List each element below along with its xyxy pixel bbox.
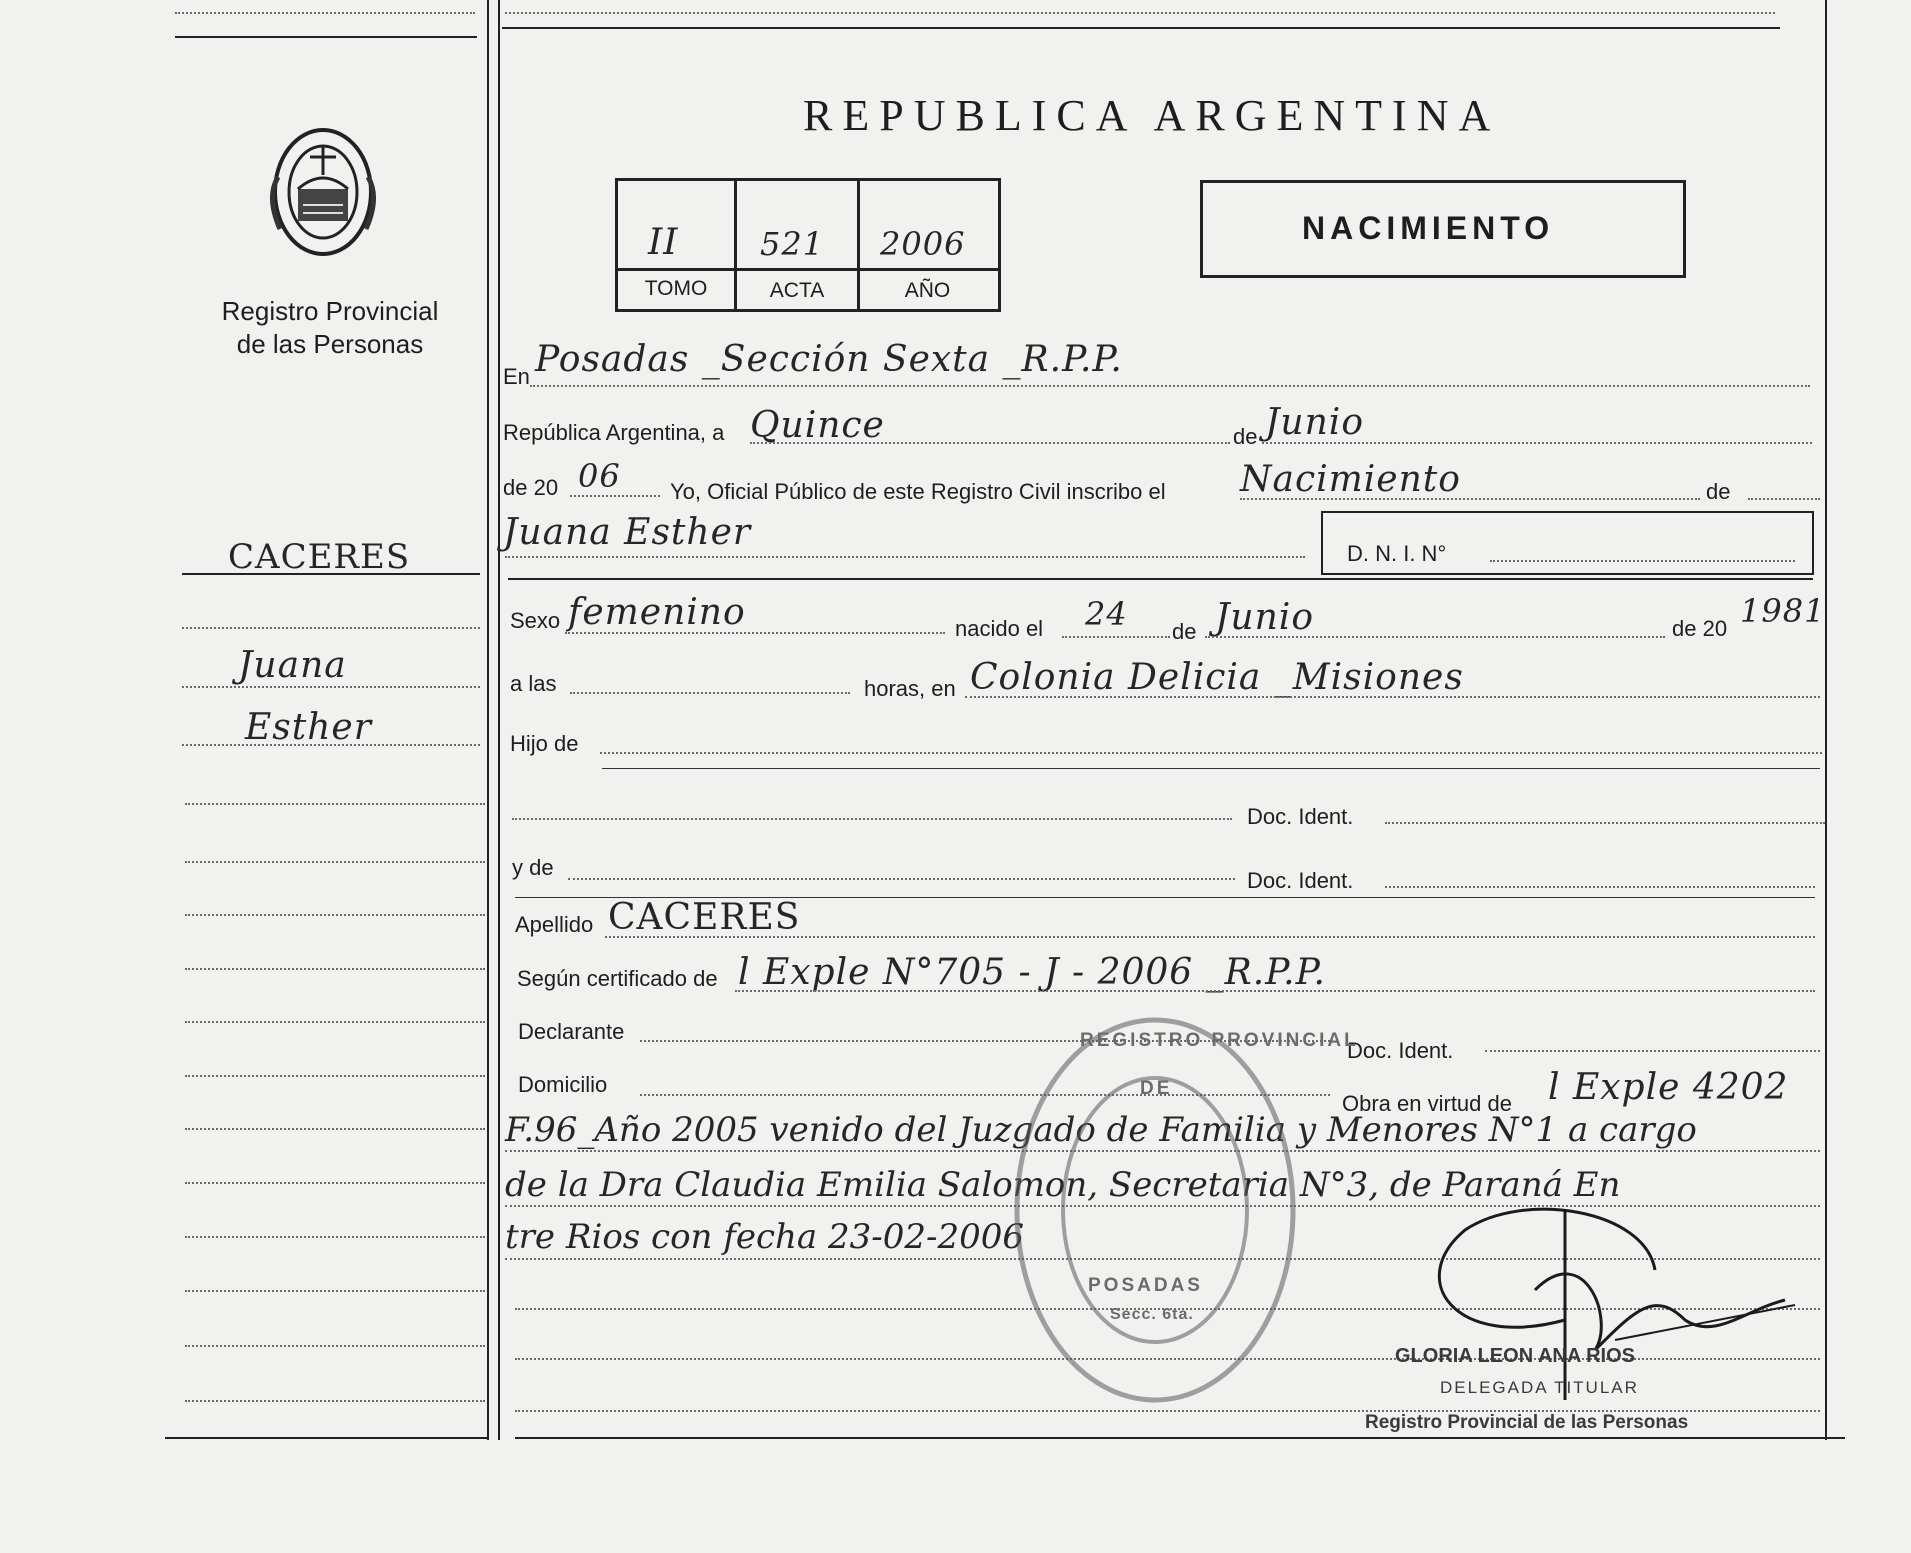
top-rule-right [502, 27, 1780, 29]
margin-line [185, 1236, 485, 1238]
margin-line [185, 914, 485, 916]
alas-label: a las [510, 671, 557, 696]
year-value: 06 [578, 457, 621, 495]
birth-month-value: Junio [1215, 597, 1314, 638]
signature [1415, 1200, 1805, 1400]
margin-line [182, 686, 480, 688]
tomo-value: II [648, 222, 679, 263]
month-value: Junio [1265, 402, 1364, 443]
signature-org: Registro Provincial de las Personas [1365, 1412, 1689, 1433]
margin-line [182, 744, 480, 746]
dni-line [1490, 560, 1795, 562]
anio-value: 2006 [880, 225, 966, 263]
margin-line [185, 1128, 485, 1130]
stamp-bottom-text: POSADAS [1088, 1275, 1203, 1296]
doc-label-3: Doc. Ident. [1347, 1038, 1454, 1063]
obra-label: Obra en virtud de [1342, 1091, 1512, 1116]
hours-line [570, 692, 850, 694]
place-value: Colonia Delicia _Misiones [970, 657, 1464, 698]
margin-divider [487, 0, 489, 1440]
note-line-3: tre Rios con fecha 23-02-2006 [505, 1217, 1025, 1257]
doc-label-1: Doc. Ident. [1247, 804, 1354, 829]
de20-label-2: de 20 [1672, 616, 1728, 641]
margin-line [185, 803, 485, 805]
month-line [1262, 442, 1812, 444]
segun-value: l Exple N°705 - J - 2006 _R.P.P. [738, 952, 1326, 993]
margin-surname: CACERES [228, 537, 411, 577]
hijo-rule [602, 768, 1820, 769]
act-type-label: NACIMIENTO [1302, 210, 1555, 246]
top-dotted-rule [175, 12, 475, 14]
horas-label: horas, en [864, 676, 956, 701]
name-line [505, 556, 1305, 558]
note-line-2: de la Dra Claudia Emilia Salomon, Secretaria N°3, de Paraná En [505, 1165, 1621, 1205]
day-line [750, 442, 1230, 444]
sexo-value: femenino [568, 592, 746, 633]
margin-line [185, 861, 485, 863]
hijo-line [600, 752, 1822, 754]
apellido-label: Apellido [515, 912, 594, 937]
doc-line-2 [1385, 886, 1815, 888]
segun-line [735, 990, 1815, 992]
dni-label: D. N. I. N° [1347, 541, 1447, 566]
name-rule [508, 578, 1813, 580]
de-label: de [1233, 424, 1258, 449]
stamp-middle-text: DE [1140, 1078, 1173, 1099]
domicilio-label: Domicilio [518, 1072, 608, 1097]
registry-stamp-icon [1010, 1010, 1300, 1410]
yde-label: y de [512, 855, 554, 880]
official-stamp [1010, 1010, 1359, 1410]
right-border [1825, 0, 1827, 1440]
margin-line [185, 1021, 485, 1023]
act-line [1240, 498, 1700, 500]
doc-line-3 [1485, 1050, 1820, 1052]
note-line-1: F.96_Año 2005 venido del Juzgado de Familia y Menores N°1 a cargo [505, 1110, 1697, 1150]
parent1-line [512, 818, 1232, 820]
birth-day-line [1062, 636, 1170, 638]
provincial-coat-of-arms-icon [258, 117, 388, 267]
margin-given1: Juana [238, 645, 347, 686]
bottom-rule-left [165, 1437, 487, 1439]
record-box-label-rule [615, 268, 998, 271]
hijo-label: Hijo de [510, 731, 579, 756]
parent2-line [568, 878, 1235, 880]
anio-label: AÑO [904, 279, 951, 302]
handwritten-signature-icon [1415, 1200, 1805, 1400]
signature-title: DELEGADA TITULAR [1440, 1378, 1639, 1397]
de-label-3: de [1172, 619, 1197, 644]
acta-value: 521 [760, 225, 825, 263]
margin-line [185, 1290, 485, 1292]
registry-name [195, 295, 465, 360]
top-dotted-rule-right [505, 12, 1775, 14]
place-line [965, 696, 1820, 698]
sexo-label: Sexo [510, 608, 561, 633]
signature-name: GLORIA LEON ANA RIOS [1395, 1345, 1635, 1367]
birth-day-value: 24 [1085, 595, 1128, 633]
tomo-label: TOMO [644, 277, 708, 300]
margin-line [185, 1400, 485, 1402]
republica-label: República Argentina, a [503, 420, 725, 445]
de-label-2: de [1706, 479, 1731, 504]
de-line-2 [1748, 498, 1820, 500]
nacido-label: nacido el [955, 616, 1044, 641]
margin-line [182, 627, 480, 629]
acta-label: ACTA [769, 279, 825, 302]
year-line [570, 495, 660, 497]
stamp-sub-text: Secc. 6ta. [1110, 1306, 1194, 1323]
en-label: En [503, 364, 530, 389]
act-value: Nacimiento [1240, 459, 1461, 500]
margin-given2: Esther [245, 707, 372, 748]
en-line [530, 385, 1810, 387]
en-value: Posadas _Sección Sexta _R.P.P. [535, 339, 1123, 380]
bottom-rule-right [515, 1437, 1845, 1439]
margin-line [185, 1075, 485, 1077]
doc-label-2: Doc. Ident. [1247, 868, 1354, 893]
de20-label: de 20 [503, 475, 559, 500]
doc-line-1 [1385, 822, 1825, 824]
provincial-seal [258, 117, 388, 267]
margin-surname-rule [182, 573, 480, 575]
day-value: Quince [750, 405, 885, 446]
registry-line1: Registro Provincial [221, 296, 439, 326]
birth-month-line [1205, 636, 1665, 638]
margin-line [185, 968, 485, 970]
stamp-top-text: REGISTRO PROVINCIAL [1080, 1030, 1359, 1051]
sexo-line [565, 632, 945, 634]
yo-label: Yo, Oficial Público de este Registro Civil inscribo el [670, 479, 1166, 504]
margin-line [185, 1345, 485, 1347]
top-rule-left [175, 36, 477, 38]
birth-year-value: 1981 [1740, 592, 1826, 630]
apellido-line [605, 936, 1815, 938]
name-value: Juana Esther [503, 512, 752, 553]
margin-line [185, 1182, 485, 1184]
apellido-value: CACERES [608, 897, 801, 938]
segun-label: Según certificado de [517, 966, 718, 991]
page-title: REPUBLICA ARGENTINA [803, 91, 1501, 140]
obra-value: l Exple 4202 [1548, 1067, 1789, 1108]
declarante-label: Declarante [518, 1019, 625, 1044]
margin-divider-inner [498, 0, 500, 1440]
registry-line2: de las Personas [236, 328, 424, 359]
